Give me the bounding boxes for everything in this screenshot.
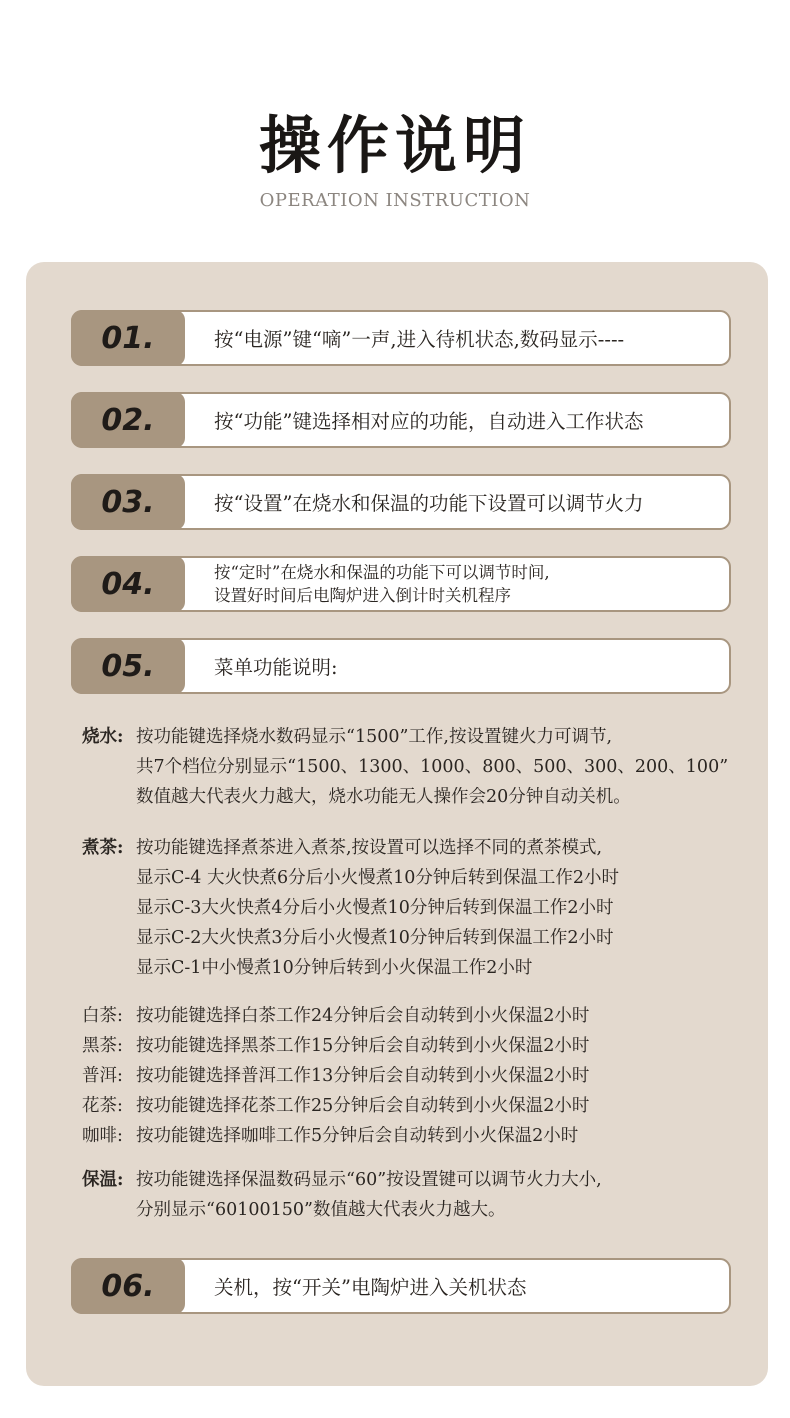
step-02 (71, 392, 731, 448)
step-text-line: 设置好时间后电陶炉进入倒计时关机程序 (214, 586, 511, 605)
menu-line: 按功能键选择花茶工作25分钟后会自动转到小火保温2小时 (136, 1096, 590, 1116)
menu-line: 按功能键选择白茶工作24分钟后会自动转到小火保温2小时 (136, 1006, 590, 1026)
menu-label: 咖啡: (82, 1126, 123, 1146)
step-text: 按“功能”键选择相对应的功能，自动进入工作状态 (214, 410, 644, 433)
step-text (214, 558, 723, 610)
menu-label: 花茶: (82, 1096, 123, 1116)
step-number: 06. (71, 1258, 185, 1314)
menu-tea-types (82, 1001, 762, 1151)
menu-line: 分别显示“60100150”数值越大代表火力越大。 (136, 1200, 506, 1220)
menu-line: 按功能键选择煮茶进入煮茶,按设置可以选择不同的煮茶模式, (136, 838, 603, 858)
menu-tea (82, 833, 762, 983)
menu-line: 按功能键选择保温数码显示“60”按设置键可以调节火力大小, (136, 1170, 602, 1190)
step-text: 菜单功能说明: (214, 656, 338, 679)
menu-line: 显示C-3大火快煮4分后小火慢煮10分钟后转到保温工作2小时 (136, 898, 614, 918)
step-03 (71, 474, 731, 530)
step-number: 05. (71, 638, 185, 694)
menu-item-flower-tea (82, 1091, 762, 1121)
menu-boil (82, 722, 762, 812)
step-number: 04. (71, 556, 185, 612)
step-number: 03. (71, 474, 185, 530)
menu-item-white-tea (82, 1001, 762, 1031)
menu-label: 保温: (82, 1170, 124, 1190)
menu-label: 黑茶: (82, 1036, 123, 1056)
menu-label: 普洱: (82, 1066, 123, 1086)
step-number: 02. (71, 392, 185, 448)
page-subtitle: OPERATION INSTRUCTION (259, 190, 531, 211)
menu-label: 烧水: (82, 727, 124, 747)
menu-line: 按功能键选择黑茶工作15分钟后会自动转到小火保温2小时 (136, 1036, 590, 1056)
step-number: 01. (71, 310, 185, 366)
menu-line: 显示C-2大火快煮3分后小火慢煮10分钟后转到保温工作2小时 (136, 928, 614, 948)
page-title: 操作说明 (258, 109, 531, 182)
step-text: 按“设置”在烧水和保温的功能下设置可以调节火力 (214, 492, 644, 515)
step-06 (71, 1258, 731, 1314)
menu-line: 数值越大代表火力越大，烧水功能无人操作会20分钟自动关机。 (136, 787, 631, 807)
step-05 (71, 638, 731, 694)
step-04 (71, 556, 731, 612)
menu-line: 按功能键选择烧水数码显示“1500”工作,按设置键火力可调节, (136, 727, 613, 747)
step-text: 关机，按“开关”电陶炉进入关机状态 (214, 1276, 527, 1299)
menu-line: 按功能键选择咖啡工作5分钟后会自动转到小火保温2小时 (136, 1126, 579, 1146)
menu-line: 显示C-1中小慢煮10分钟后转到小火保温工作2小时 (136, 958, 533, 978)
menu-item-dark-tea (82, 1031, 762, 1061)
menu-line: 按功能键选择普洱工作13分钟后会自动转到小火保温2小时 (136, 1066, 590, 1086)
menu-line: 显示C-4 大火快煮6分后小火慢煮10分钟后转到保温工作2小时 (136, 868, 620, 888)
menu-label: 煮茶: (82, 838, 124, 858)
step-text: 按“电源”键“嘀”一声,进入待机状态,数码显示---- (214, 328, 625, 351)
menu-item-puer (82, 1061, 762, 1091)
step-text-line: 按“定时”在烧水和保温的功能下可以调节时间, (214, 563, 550, 582)
step-01 (71, 310, 731, 366)
menu-keep-warm (82, 1165, 762, 1225)
menu-label: 白茶: (82, 1006, 123, 1026)
menu-line: 共7个档位分别显示“1500、1300、1000、800、500、300、200、100” (136, 757, 729, 777)
menu-item-coffee (82, 1121, 762, 1151)
